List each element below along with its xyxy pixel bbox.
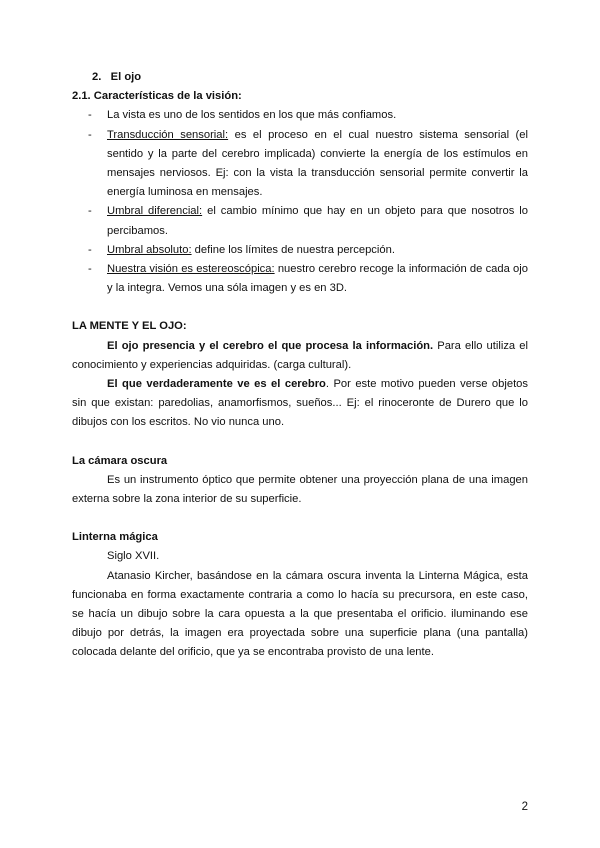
section-number: 2. (92, 71, 102, 83)
spacer (72, 433, 528, 452)
item-text: La vista es uno de los sentidos en los que más confiamos. (107, 109, 397, 122)
item-term: Umbral diferencial: (107, 205, 203, 218)
item-text: define los límites de nuestra percepción. (191, 243, 395, 256)
spacer (72, 509, 528, 528)
camara-title: La cámara oscura (72, 454, 168, 467)
list-item (72, 241, 528, 260)
characteristics-list (72, 106, 528, 298)
camara-paragraph: Es un instrumento óptico que permite obtener una proyección plana de una imagen externa sobre la zona interior de su superficie. (72, 473, 528, 506)
item-term: Nuestra visión es estereoscópica: (107, 263, 275, 276)
dash-bullet-icon: - (88, 109, 92, 122)
mente-p1-bold: El ojo presencia y el cerebro el que procesa la información. (107, 339, 434, 352)
item-term: Umbral absoluto: (107, 243, 192, 256)
dash-bullet-icon: - (88, 263, 92, 276)
dash-bullet-icon: - (88, 128, 92, 141)
mente-p1-text: Para ello utiliza el conocimiento y experiencias adquiridas. (carga cultural). (72, 339, 528, 371)
linterna-century: Siglo XVII. (107, 550, 160, 563)
item-text: el cambio mínimo que hay en un objeto para que nosotros lo percibamos. (107, 205, 529, 237)
section-heading (72, 68, 528, 87)
dash-bullet-icon: - (88, 205, 92, 218)
mente-paragraph-1 (72, 337, 528, 375)
mente-p2-bold: El que verdaderamente ve es el cerebro (107, 378, 326, 391)
item-term: Transducción sensorial: (107, 128, 229, 141)
page-number: 2 (521, 801, 528, 813)
dash-bullet-icon: - (88, 243, 92, 256)
item-text: nuestro cerebro recoge la información de cada ojo y la integra. Vemos una sóla imagen y es en 3D. (107, 263, 528, 295)
section-title: El ojo (110, 71, 142, 83)
linterna-title: Linterna mágica (72, 531, 158, 544)
document-page (72, 68, 528, 663)
mente-paragraph-2 (72, 375, 528, 433)
linterna-paragraph: Atanasio Kircher, basándose en la cámara oscura inventa la Linterna Mágica, esta funcionaba en forma exactamente contraria a como lo hacía su precursora, en este caso, se hacía un dibujo sobre la cara opuesta a la que presentaba el orificio. iluminando ese dibujo por detrás, la imagen era proyectada sobre una superficie plana (una pantalla) colocada delante del orificio, que ya se encontraba provisto de una lente. (72, 569, 528, 659)
mente-title: LA MENTE Y EL OJO: (72, 320, 187, 333)
list-item (72, 126, 528, 203)
item-text: es el proceso en el cual nuestro sistema sensorial (el sentido y la parte del cerebro implicada) convierte la energía de los estímulos en mensajes nerviosos. Ej: con la vista la transducción sensorial permite convertir la energía luminosa en mensajes. (107, 128, 528, 199)
list-item (72, 106, 528, 125)
subsection-heading: 2.1. Características de la visión: (72, 90, 242, 103)
list-item (72, 260, 528, 298)
mente-p2-text: . Por este motivo pueden verse objetos sin que existan: paredolias, anamorfismos, sueños... Ej: el rinoceronte de Durero que lo dibujos con los escritos. No vio nunca uno. (72, 378, 528, 429)
spacer (72, 298, 528, 317)
list-item (72, 202, 528, 240)
